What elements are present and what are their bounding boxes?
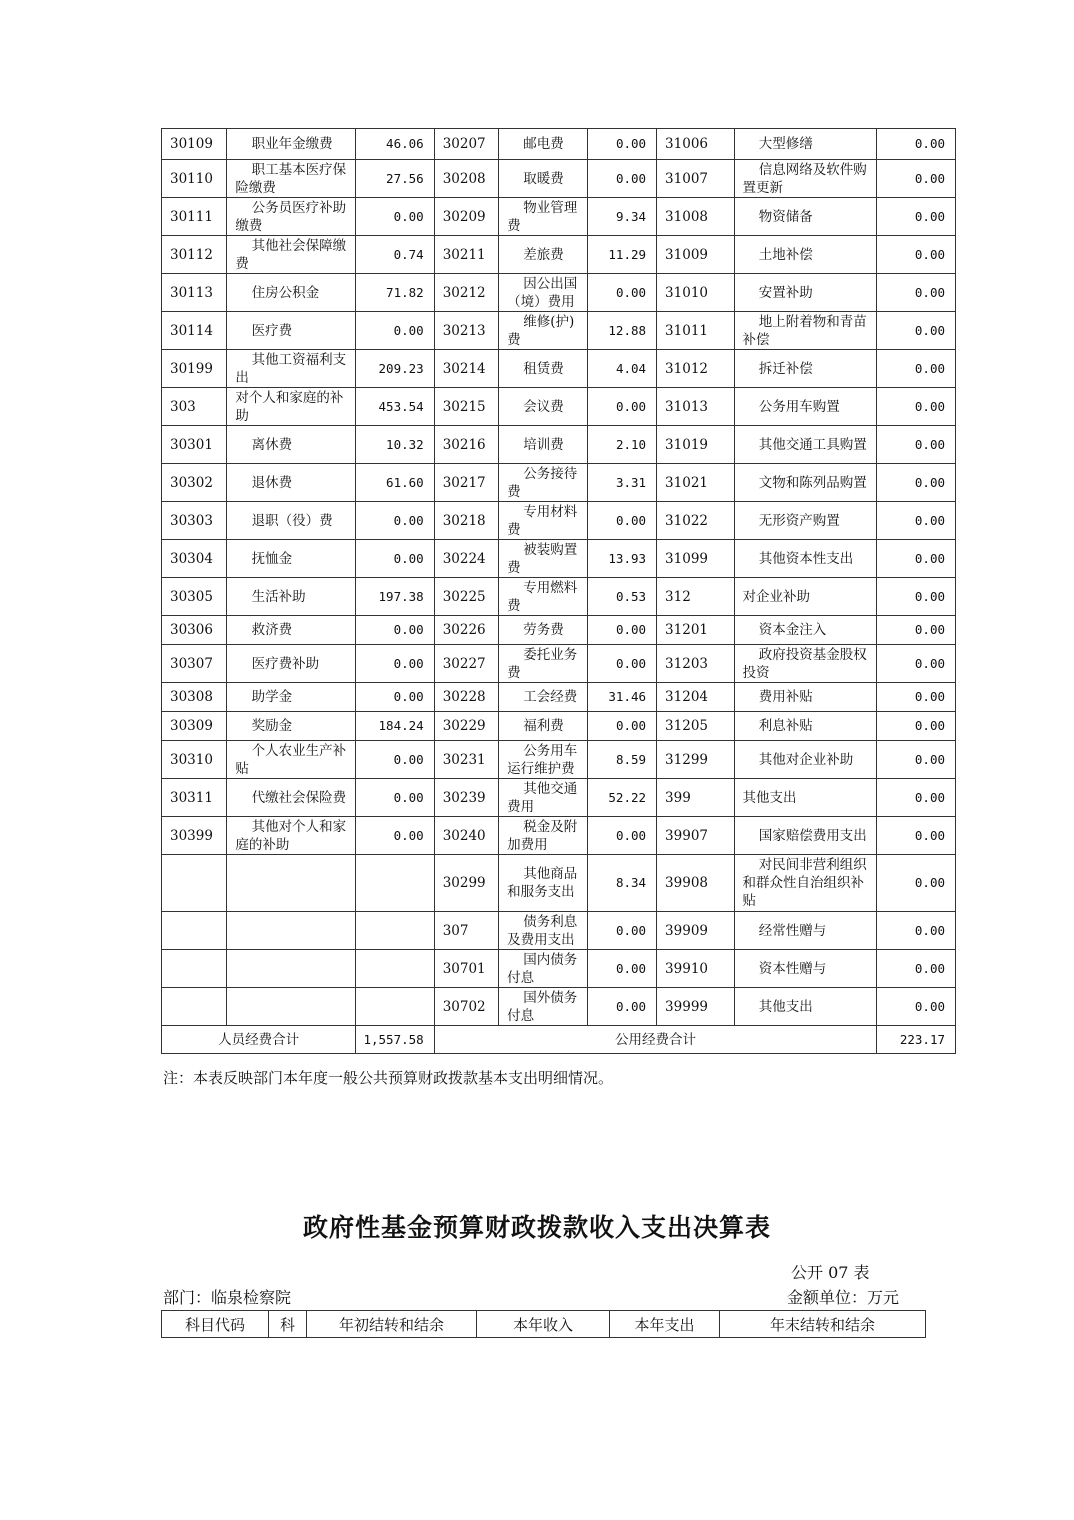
account-name-cell: 工会经费: [499, 683, 588, 712]
amount-cell: 0.00: [587, 502, 656, 540]
account-code-cell: 31203: [657, 645, 734, 683]
amount-cell: 0.00: [877, 683, 956, 712]
header-cell: 本年收入: [477, 1311, 610, 1338]
account-code-cell: 307: [434, 912, 498, 950]
amount-cell: 0.00: [356, 779, 434, 817]
account-code-cell: 30113: [162, 274, 227, 312]
account-code-cell: [162, 912, 227, 950]
table-row: [162, 312, 956, 350]
table-row: [162, 988, 956, 1026]
account-name-cell: 大型修缮: [734, 129, 877, 160]
account-name-cell: 劳务费: [499, 616, 588, 645]
amount-cell: 0.00: [877, 312, 956, 350]
table-row: [162, 779, 956, 817]
basic-expenditure-table: [161, 128, 956, 1054]
account-name-cell: 其他工资福利支出: [227, 350, 356, 388]
table-body: [162, 129, 956, 1054]
account-code-cell: 30228: [434, 683, 498, 712]
totals-row: [162, 1026, 956, 1054]
account-name-cell: 其他支出: [734, 988, 877, 1026]
account-name-cell: 助学金: [227, 683, 356, 712]
account-code-cell: 30199: [162, 350, 227, 388]
amount-cell: 46.06: [356, 129, 434, 160]
table-row: [162, 578, 956, 616]
amount-cell: 0.00: [877, 741, 956, 779]
table-row: [162, 741, 956, 779]
amount-cell: 0.00: [877, 779, 956, 817]
amount-cell: 0.00: [877, 616, 956, 645]
amount-cell: 0.53: [587, 578, 656, 616]
amount-cell: 209.23: [356, 350, 434, 388]
account-code-cell: 30207: [434, 129, 498, 160]
amount-cell: 11.29: [587, 236, 656, 274]
amount-cell: [356, 988, 434, 1026]
account-name-cell: 其他对企业补助: [734, 741, 877, 779]
amount-cell: 184.24: [356, 712, 434, 741]
table-row: [162, 616, 956, 645]
account-code-cell: 39908: [657, 855, 734, 912]
amount-cell: 0.00: [587, 616, 656, 645]
amount-cell: 0.00: [877, 236, 956, 274]
account-code-cell: 31008: [657, 198, 734, 236]
table-row: [162, 236, 956, 274]
account-name-cell: 对企业补助: [734, 578, 877, 616]
public-total-label: 公用经费合计: [434, 1026, 877, 1054]
account-code-cell: 30214: [434, 350, 498, 388]
account-code-cell: 30211: [434, 236, 498, 274]
amount-cell: 0.00: [356, 683, 434, 712]
table-row: [162, 645, 956, 683]
table-row: [162, 912, 956, 950]
account-code-cell: 31021: [657, 464, 734, 502]
table-row: [162, 950, 956, 988]
amount-cell: 0.00: [587, 988, 656, 1026]
amount-cell: 8.34: [587, 855, 656, 912]
account-name-cell: 住房公积金: [227, 274, 356, 312]
amount-cell: 0.00: [877, 160, 956, 198]
account-name-cell: 国外债务付息: [499, 988, 588, 1026]
amount-cell: 0.00: [587, 388, 656, 426]
amount-cell: 0.00: [877, 464, 956, 502]
account-code-cell: 399: [657, 779, 734, 817]
table-row: [162, 540, 956, 578]
amount-cell: 4.04: [587, 350, 656, 388]
personnel-total-label: 人员经费合计: [162, 1026, 356, 1054]
account-code-cell: 30308: [162, 683, 227, 712]
account-name-cell: 其他社会保障缴费: [227, 236, 356, 274]
amount-cell: 0.00: [877, 388, 956, 426]
account-code-cell: 30311: [162, 779, 227, 817]
account-name-cell: 信息网络及软件购置更新: [734, 160, 877, 198]
account-code-cell: 30304: [162, 540, 227, 578]
account-code-cell: 30216: [434, 426, 498, 464]
amount-cell: 0.00: [587, 129, 656, 160]
account-name-cell: 退休费: [227, 464, 356, 502]
table-row: [162, 426, 956, 464]
account-name-cell: [227, 855, 356, 912]
account-code-cell: 31012: [657, 350, 734, 388]
account-name-cell: 对民间非营利组织和群众性自治组织补贴: [734, 855, 877, 912]
header-cell: 年末结转和结余: [720, 1311, 926, 1338]
account-code-cell: 30213: [434, 312, 498, 350]
account-name-cell: 维修(护)费: [499, 312, 588, 350]
account-code-cell: 312: [657, 578, 734, 616]
account-name-cell: 职业年金缴费: [227, 129, 356, 160]
table-row: [162, 350, 956, 388]
account-name-cell: 离休费: [227, 426, 356, 464]
account-name-cell: 专用燃料费: [499, 578, 588, 616]
table-row: [162, 817, 956, 855]
account-code-cell: 30224: [434, 540, 498, 578]
account-name-cell: 安置补助: [734, 274, 877, 312]
account-name-cell: 物资储备: [734, 198, 877, 236]
account-name-cell: 邮电费: [499, 129, 588, 160]
account-name-cell: 税金及附加费用: [499, 817, 588, 855]
account-name-cell: 土地补偿: [734, 236, 877, 274]
account-code-cell: 30303: [162, 502, 227, 540]
account-name-cell: 其他支出: [734, 779, 877, 817]
amount-cell: 0.00: [356, 540, 434, 578]
account-name-cell: 其他交通工具购置: [734, 426, 877, 464]
public-total-value: 223.17: [877, 1026, 956, 1054]
account-name-cell: 其他对个人和家庭的补助: [227, 817, 356, 855]
account-name-cell: 公务用车购置: [734, 388, 877, 426]
account-name-cell: 国家赔偿费用支出: [734, 817, 877, 855]
table-note: 注：本表反映部门本年度一般公共预算财政拨款基本支出明细情况。: [163, 1069, 614, 1087]
account-name-cell: 救济费: [227, 616, 356, 645]
account-code-cell: [162, 950, 227, 988]
amount-cell: 0.00: [877, 950, 956, 988]
amount-cell: 0.74: [356, 236, 434, 274]
amount-cell: 0.00: [877, 988, 956, 1026]
amount-cell: 0.00: [356, 645, 434, 683]
account-code-cell: 30306: [162, 616, 227, 645]
account-code-cell: 30240: [434, 817, 498, 855]
account-name-cell: 资本金注入: [734, 616, 877, 645]
amount-cell: 197.38: [356, 578, 434, 616]
account-name-cell: 专用材料费: [499, 502, 588, 540]
account-name-cell: 其他商品和服务支出: [499, 855, 588, 912]
account-name-cell: 会议费: [499, 388, 588, 426]
account-name-cell: 差旅费: [499, 236, 588, 274]
amount-cell: 0.00: [877, 540, 956, 578]
account-code-cell: 30307: [162, 645, 227, 683]
table-row: [162, 198, 956, 236]
account-code-cell: 30229: [434, 712, 498, 741]
account-name-cell: 经常性赠与: [734, 912, 877, 950]
account-code-cell: 30310: [162, 741, 227, 779]
table-row: [162, 464, 956, 502]
account-code-cell: 30399: [162, 817, 227, 855]
amount-cell: 0.00: [877, 855, 956, 912]
fund-table: [161, 1310, 926, 1338]
account-code-cell: [162, 988, 227, 1026]
account-name-cell: 职工基本医疗保险缴费: [227, 160, 356, 198]
account-name-cell: 资本性赠与: [734, 950, 877, 988]
account-name-cell: 生活补助: [227, 578, 356, 616]
account-code-cell: 30226: [434, 616, 498, 645]
amount-cell: 0.00: [877, 502, 956, 540]
amount-cell: 0.00: [877, 274, 956, 312]
header-cell: 科目代码: [162, 1311, 269, 1338]
header-cell: 本年支出: [610, 1311, 720, 1338]
account-name-cell: 医疗费: [227, 312, 356, 350]
account-name-cell: 退职（役）费: [227, 502, 356, 540]
amount-cell: 0.00: [877, 712, 956, 741]
account-code-cell: 30305: [162, 578, 227, 616]
account-name-cell: 抚恤金: [227, 540, 356, 578]
account-name-cell: 委托业务费: [499, 645, 588, 683]
account-code-cell: 31013: [657, 388, 734, 426]
account-name-cell: 地上附着物和青苗补偿: [734, 312, 877, 350]
account-code-cell: 30225: [434, 578, 498, 616]
account-name-cell: 国内债务付息: [499, 950, 588, 988]
amount-cell: 0.00: [356, 616, 434, 645]
table-row: [162, 683, 956, 712]
account-code-cell: 30302: [162, 464, 227, 502]
amount-cell: 0.00: [877, 350, 956, 388]
account-code-cell: 31299: [657, 741, 734, 779]
account-code-cell: 30109: [162, 129, 227, 160]
account-code-cell: 31204: [657, 683, 734, 712]
amount-cell: 0.00: [587, 160, 656, 198]
account-code-cell: 30215: [434, 388, 498, 426]
account-code-cell: 30701: [434, 950, 498, 988]
unit-label: 金额单位：万元: [787, 1288, 900, 1307]
section-title: 政府性基金预算财政拨款收入支出决算表: [302, 1213, 771, 1242]
table-row: [162, 129, 956, 160]
account-name-cell: 物业管理费: [499, 198, 588, 236]
account-name-cell: 费用补贴: [734, 683, 877, 712]
amount-cell: 0.00: [356, 312, 434, 350]
account-code-cell: 30239: [434, 779, 498, 817]
account-name-cell: 无形资产购置: [734, 502, 877, 540]
account-code-cell: 31205: [657, 712, 734, 741]
account-code-cell: 30111: [162, 198, 227, 236]
account-name-cell: 拆迁补偿: [734, 350, 877, 388]
account-code-cell: 31019: [657, 426, 734, 464]
amount-cell: 0.00: [356, 502, 434, 540]
account-name-cell: 奖励金: [227, 712, 356, 741]
amount-cell: 0.00: [587, 817, 656, 855]
amount-cell: 0.00: [587, 645, 656, 683]
amount-cell: 0.00: [877, 578, 956, 616]
account-code-cell: 39909: [657, 912, 734, 950]
account-name-cell: [227, 988, 356, 1026]
amount-cell: 0.00: [877, 129, 956, 160]
account-code-cell: 31007: [657, 160, 734, 198]
account-name-cell: 福利费: [499, 712, 588, 741]
amount-cell: 3.31: [587, 464, 656, 502]
amount-cell: 0.00: [587, 274, 656, 312]
account-name-cell: 因公出国（境）费用: [499, 274, 588, 312]
account-code-cell: 31006: [657, 129, 734, 160]
account-name-cell: 公务员医疗补助缴费: [227, 198, 356, 236]
amount-cell: 0.00: [356, 817, 434, 855]
account-name-cell: 文物和陈列品购置: [734, 464, 877, 502]
account-code-cell: 39999: [657, 988, 734, 1026]
amount-cell: 61.60: [356, 464, 434, 502]
amount-cell: 0.00: [587, 950, 656, 988]
amount-cell: 453.54: [356, 388, 434, 426]
amount-cell: 9.34: [587, 198, 656, 236]
account-name-cell: 政府投资基金股权投资: [734, 645, 877, 683]
amount-cell: 0.00: [877, 817, 956, 855]
account-code-cell: 30702: [434, 988, 498, 1026]
amount-cell: 8.59: [587, 741, 656, 779]
table-row: [162, 388, 956, 426]
account-name-cell: 被装购置费: [499, 540, 588, 578]
account-code-cell: 30114: [162, 312, 227, 350]
account-name-cell: 代缴社会保险费: [227, 779, 356, 817]
account-code-cell: 303: [162, 388, 227, 426]
table-row: [162, 712, 956, 741]
account-code-cell: 39910: [657, 950, 734, 988]
account-code-cell: 31011: [657, 312, 734, 350]
account-code-cell: 30227: [434, 645, 498, 683]
amount-cell: 12.88: [587, 312, 656, 350]
fund-table-header-row: [162, 1311, 926, 1338]
amount-cell: 27.56: [356, 160, 434, 198]
account-code-cell: 30218: [434, 502, 498, 540]
amount-cell: [356, 950, 434, 988]
account-code-cell: 30299: [434, 855, 498, 912]
amount-cell: 2.10: [587, 426, 656, 464]
amount-cell: 0.00: [877, 198, 956, 236]
table-row: [162, 160, 956, 198]
amount-cell: 71.82: [356, 274, 434, 312]
account-code-cell: 30309: [162, 712, 227, 741]
amount-cell: 0.00: [356, 198, 434, 236]
account-name-cell: 取暖费: [499, 160, 588, 198]
account-code-cell: 31099: [657, 540, 734, 578]
account-name-cell: 利息补贴: [734, 712, 877, 741]
account-name-cell: [227, 912, 356, 950]
account-code-cell: [162, 855, 227, 912]
account-code-cell: 31201: [657, 616, 734, 645]
account-code-cell: 30212: [434, 274, 498, 312]
table-row: [162, 855, 956, 912]
personnel-total-value: 1,557.58: [356, 1026, 434, 1054]
account-name-cell: 公务接待费: [499, 464, 588, 502]
department-label: 部门：临泉检察院: [163, 1288, 292, 1307]
table-row: [162, 274, 956, 312]
account-code-cell: 30110: [162, 160, 227, 198]
account-name-cell: 医疗费补助: [227, 645, 356, 683]
account-code-cell: 30301: [162, 426, 227, 464]
account-code-cell: 31010: [657, 274, 734, 312]
account-name-cell: 债务利息及费用支出: [499, 912, 588, 950]
amount-cell: 0.00: [877, 912, 956, 950]
amount-cell: 0.00: [356, 741, 434, 779]
header-cell: 科: [269, 1311, 307, 1338]
account-code-cell: 31009: [657, 236, 734, 274]
table-number: 公开 07 表: [791, 1263, 870, 1282]
account-code-cell: 30208: [434, 160, 498, 198]
account-name-cell: 个人农业生产补贴: [227, 741, 356, 779]
account-name-cell: 其他资本性支出: [734, 540, 877, 578]
amount-cell: 10.32: [356, 426, 434, 464]
amount-cell: 52.22: [587, 779, 656, 817]
amount-cell: 0.00: [877, 645, 956, 683]
account-code-cell: 30112: [162, 236, 227, 274]
account-name-cell: 其他交通费用: [499, 779, 588, 817]
account-name-cell: 培训费: [499, 426, 588, 464]
account-code-cell: 31022: [657, 502, 734, 540]
amount-cell: [356, 855, 434, 912]
account-name-cell: 公务用车运行维护费: [499, 741, 588, 779]
amount-cell: 13.93: [587, 540, 656, 578]
amount-cell: 0.00: [587, 712, 656, 741]
account-code-cell: 39907: [657, 817, 734, 855]
table-row: [162, 502, 956, 540]
amount-cell: 31.46: [587, 683, 656, 712]
account-name-cell: 对个人和家庭的补助: [227, 388, 356, 426]
amount-cell: 0.00: [877, 426, 956, 464]
account-code-cell: 30231: [434, 741, 498, 779]
account-code-cell: 30217: [434, 464, 498, 502]
amount-cell: 0.00: [587, 912, 656, 950]
amount-cell: [356, 912, 434, 950]
account-name-cell: 租赁费: [499, 350, 588, 388]
account-code-cell: 30209: [434, 198, 498, 236]
account-name-cell: [227, 950, 356, 988]
header-cell: 年初结转和结余: [307, 1311, 477, 1338]
